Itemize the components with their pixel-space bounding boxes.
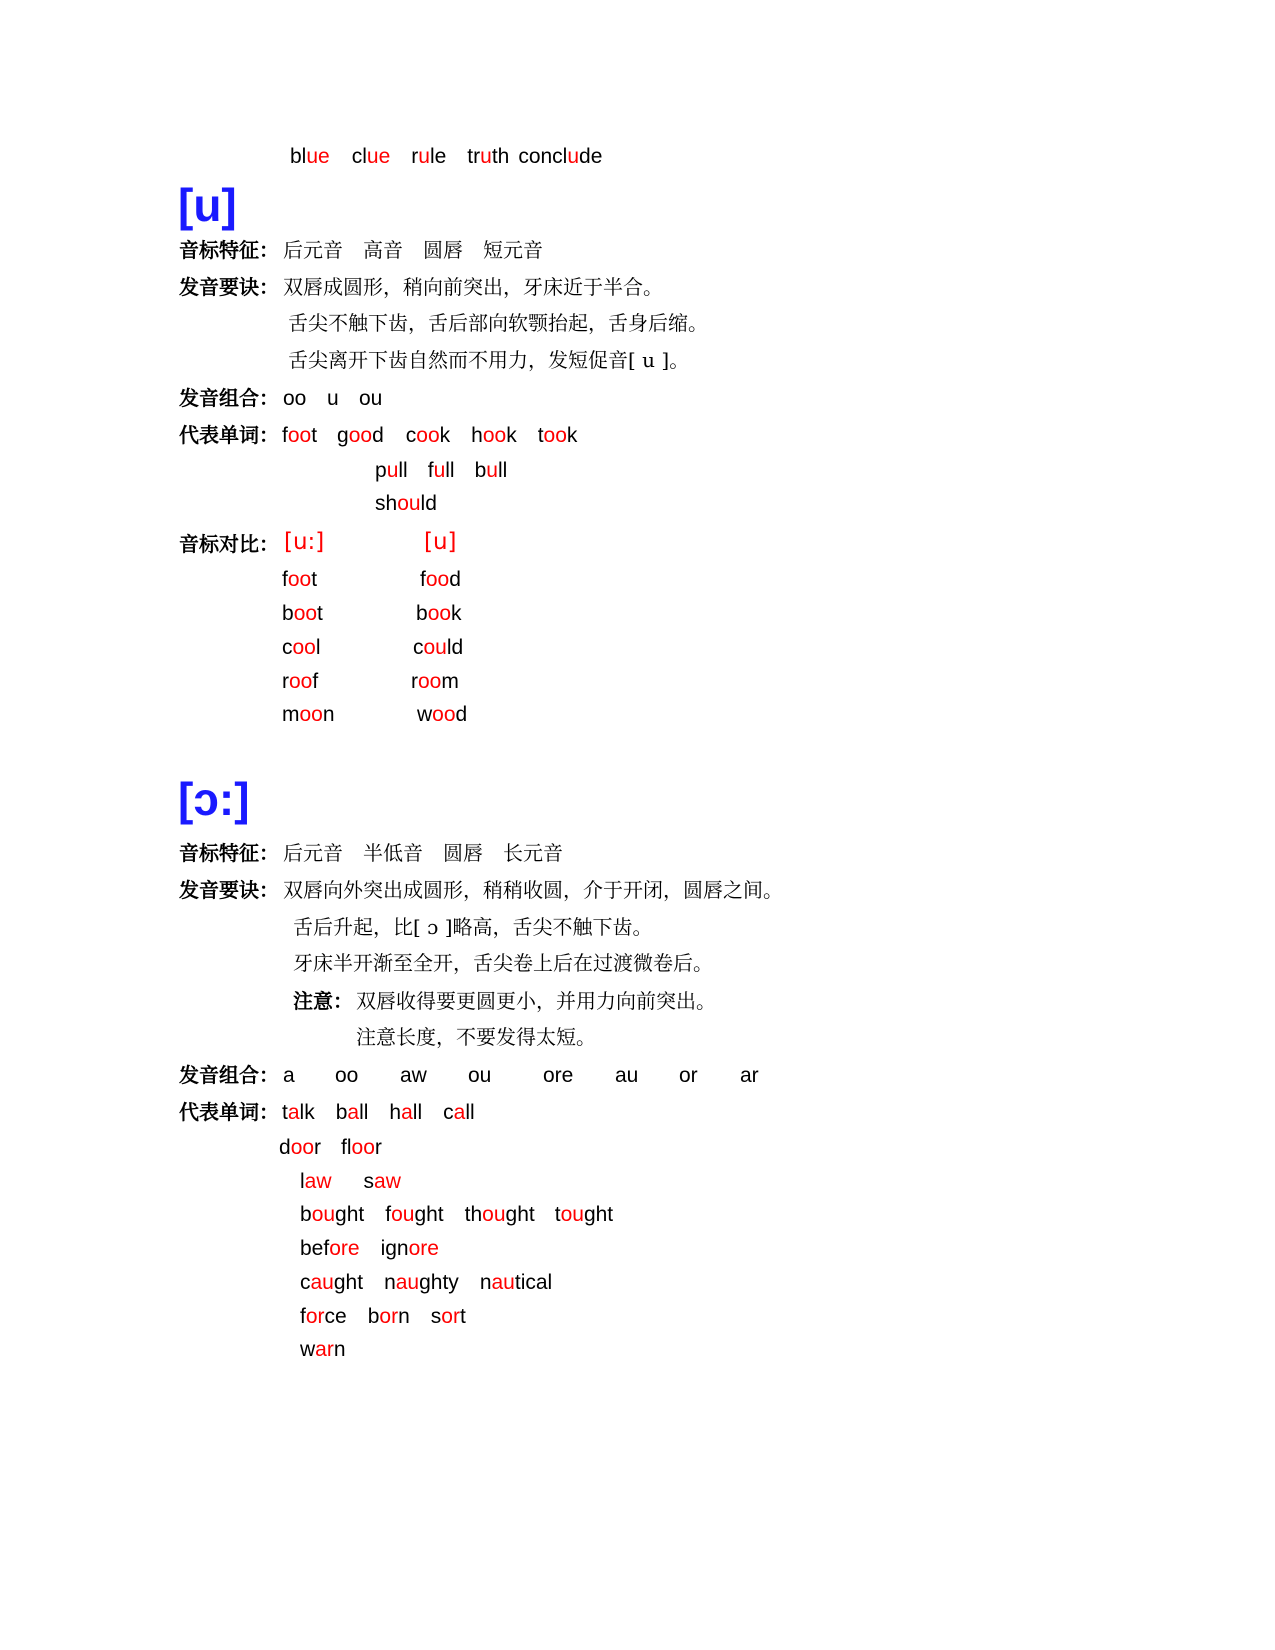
word-letters: f xyxy=(282,424,288,447)
highlighted-letters: u xyxy=(418,145,430,168)
highlighted-letters: a xyxy=(453,1101,466,1124)
words-label: 代表单词： xyxy=(179,423,279,447)
word xyxy=(282,569,317,590)
highlighted-letters: a xyxy=(287,1101,300,1124)
word xyxy=(413,637,463,658)
word-letters: t xyxy=(311,568,318,591)
highlighted-letters: u xyxy=(433,459,446,482)
word xyxy=(282,704,335,725)
word-letters: ld xyxy=(446,636,464,659)
word xyxy=(465,1204,535,1225)
highlighted-letters: aw xyxy=(304,1170,332,1193)
word-letters: w xyxy=(300,1338,316,1361)
word-letters: c xyxy=(443,1101,454,1124)
highlighted-letters: au xyxy=(491,1271,515,1294)
tip-line: 舌后升起，比[ ɔ ]略高，舌尖不触下齿。 xyxy=(293,915,653,939)
word-letters: l xyxy=(315,636,321,659)
combo-item: ou xyxy=(359,387,383,410)
word-row xyxy=(300,1306,466,1327)
word xyxy=(300,1238,360,1259)
word xyxy=(381,1238,439,1259)
compare-symbol-long: [u:] xyxy=(284,529,325,555)
tip-line: 双唇向外突出成圆形，稍稍收圆，介于开闭，圆唇之间。 xyxy=(283,878,783,902)
highlighted-letters: oo xyxy=(416,424,440,447)
word-letters: n xyxy=(384,1271,396,1294)
features-text: 后元音 半低音 圆唇 长元音 xyxy=(283,841,563,865)
highlighted-letters: oo xyxy=(543,424,567,447)
word xyxy=(406,425,450,446)
highlighted-letters: oo xyxy=(290,1136,315,1159)
word-letters: lk xyxy=(299,1101,315,1124)
word-letters: l xyxy=(300,1170,305,1193)
combo-item: aw xyxy=(400,1064,427,1087)
compare-word xyxy=(282,569,317,590)
word-letters: f xyxy=(427,459,434,482)
word-letters: k xyxy=(506,424,517,447)
highlighted-letters: a xyxy=(347,1101,360,1124)
combo-item: ou xyxy=(468,1064,492,1087)
word-letters: tr xyxy=(467,145,481,168)
word xyxy=(300,1272,363,1293)
highlighted-letters: oo xyxy=(427,602,452,625)
word xyxy=(282,1102,315,1123)
word-row xyxy=(282,425,577,446)
word-letters: f xyxy=(312,670,319,693)
highlighted-letters: oo xyxy=(292,636,316,659)
word-letters: bef xyxy=(300,1237,330,1260)
word-letters: c xyxy=(282,636,293,659)
phonetic-heading-u: [u] xyxy=(178,179,237,231)
word-letters: cl xyxy=(351,145,367,168)
highlighted-letters: oo xyxy=(418,670,442,693)
word xyxy=(282,671,318,692)
word-letters: b xyxy=(416,602,428,625)
highlighted-letters: a xyxy=(401,1101,413,1124)
combo-item: or xyxy=(679,1064,698,1087)
combo-item: ore xyxy=(543,1064,574,1087)
compare-word xyxy=(282,704,335,725)
highlighted-letters: oo xyxy=(293,602,318,625)
word-letters: p xyxy=(375,459,387,482)
highlighted-letters: ou xyxy=(311,1203,336,1226)
word-letters: n xyxy=(322,703,335,726)
word-letters: g xyxy=(337,424,349,447)
word-row xyxy=(300,1171,401,1192)
word xyxy=(518,146,602,167)
word-letters: k xyxy=(451,602,462,625)
highlighted-letters: aw xyxy=(374,1170,401,1193)
word-letters: ll xyxy=(465,1101,475,1124)
word xyxy=(467,146,509,167)
word xyxy=(300,1306,347,1327)
compare-word xyxy=(282,603,323,624)
word-letters: tical xyxy=(514,1271,553,1294)
word-letters: ght xyxy=(583,1203,614,1226)
highlighted-letters: u xyxy=(486,459,498,482)
top-word-row xyxy=(290,146,602,167)
word xyxy=(480,1272,552,1293)
word-letters: f xyxy=(385,1203,392,1226)
combo-item: oo xyxy=(335,1064,359,1087)
word-letters: b xyxy=(367,1305,380,1328)
combos-label: 发音组合： xyxy=(179,1063,279,1087)
word xyxy=(411,146,446,167)
word-letters: b xyxy=(300,1203,312,1226)
word xyxy=(416,603,462,624)
highlighted-letters: or xyxy=(379,1305,399,1328)
combo-item: au xyxy=(615,1064,639,1087)
note-line: 注意长度，不要发得太短。 xyxy=(356,1025,596,1049)
note-label: 注意： xyxy=(293,989,353,1013)
word-row xyxy=(300,1238,439,1259)
word xyxy=(375,493,437,514)
word-letters: d xyxy=(372,424,384,447)
highlighted-letters: ou xyxy=(423,636,447,659)
word xyxy=(364,1171,401,1192)
word-letters: de xyxy=(579,145,603,168)
word-letters: m xyxy=(282,703,300,726)
combo-item: ar xyxy=(740,1064,759,1087)
word xyxy=(341,1137,382,1158)
word xyxy=(417,704,467,725)
highlighted-letters: oo xyxy=(425,568,450,591)
compare-word xyxy=(282,637,321,658)
word xyxy=(443,1102,475,1123)
word-letters: s xyxy=(363,1170,375,1193)
features-text: 后元音 高音 圆唇 短元音 xyxy=(283,238,543,262)
word-letters: r xyxy=(282,670,289,693)
compare-word xyxy=(417,704,467,725)
word-letters: t xyxy=(311,424,318,447)
tip-line: 双唇成圆形，稍向前突出，牙床近于半合。 xyxy=(283,275,663,299)
compare-word xyxy=(413,637,463,658)
word-letters: ght xyxy=(505,1203,535,1226)
word xyxy=(555,1204,613,1225)
combos-label: 发音组合： xyxy=(179,386,279,410)
word-letters: w xyxy=(417,703,433,726)
word xyxy=(471,425,517,446)
word xyxy=(431,1306,466,1327)
word xyxy=(368,1306,410,1327)
word-letters: ght xyxy=(335,1203,365,1226)
word-letters: sh xyxy=(375,492,398,515)
highlighted-letters: ou xyxy=(482,1203,506,1226)
word xyxy=(384,1272,459,1293)
compare-word xyxy=(420,569,461,590)
word xyxy=(300,1204,364,1225)
word-letters: ll xyxy=(445,459,455,482)
word xyxy=(300,1171,332,1192)
word-row xyxy=(279,1137,382,1158)
word-letters: c xyxy=(413,636,424,659)
word-letters: concl xyxy=(518,145,568,168)
word-letters: r xyxy=(374,1136,382,1159)
word-letters: ll xyxy=(359,1101,369,1124)
word-letters: b xyxy=(474,459,487,482)
word-row xyxy=(282,1102,475,1123)
compare-word xyxy=(282,671,318,692)
word-letters: ll xyxy=(497,459,508,482)
word-letters: b xyxy=(335,1101,348,1124)
word-letters: r xyxy=(411,670,418,693)
word-letters: fl xyxy=(341,1136,352,1159)
word-row xyxy=(300,1339,346,1360)
highlighted-letters: oo xyxy=(287,568,312,591)
word-letters: c xyxy=(300,1271,311,1294)
words-label: 代表单词： xyxy=(179,1100,279,1124)
highlighted-letters: or xyxy=(441,1305,460,1328)
word-letters: bl xyxy=(290,145,307,168)
highlighted-letters: or xyxy=(305,1305,325,1328)
tip-line: 牙床半开渐至全开，舌尖卷上后在过渡微卷后。 xyxy=(293,951,713,975)
word xyxy=(385,1204,443,1225)
highlighted-letters: oo xyxy=(287,424,312,447)
combo-item: u xyxy=(327,387,339,410)
word-row xyxy=(300,1272,552,1293)
word-letters: ld xyxy=(420,492,437,515)
word-letters: ght xyxy=(333,1271,364,1294)
highlighted-letters: au xyxy=(310,1271,334,1294)
highlighted-letters: u xyxy=(480,145,492,168)
word-letters: d xyxy=(455,703,468,726)
word-letters: ght xyxy=(414,1203,444,1226)
word-letters: d xyxy=(449,568,461,591)
word-letters: t xyxy=(459,1305,466,1328)
highlighted-letters: ore xyxy=(329,1237,360,1260)
word-letters: th xyxy=(491,145,510,168)
word-letters: b xyxy=(282,602,294,625)
word xyxy=(300,1339,346,1360)
word-letters: t xyxy=(317,602,323,625)
highlighted-letters: u xyxy=(386,459,399,482)
word xyxy=(336,1102,369,1123)
highlighted-letters: ue xyxy=(306,145,330,168)
highlighted-letters: ar xyxy=(315,1338,334,1361)
highlighted-letters: au xyxy=(395,1271,420,1294)
word-letters: k xyxy=(566,424,578,447)
word xyxy=(420,569,461,590)
word-letters: k xyxy=(439,424,451,447)
highlighted-letters: ou xyxy=(560,1203,584,1226)
word-letters: t xyxy=(282,1101,288,1124)
features-label: 音标特征： xyxy=(179,841,279,865)
word xyxy=(375,460,408,481)
word-letters: ll xyxy=(398,459,408,482)
word xyxy=(282,603,323,624)
word-letters: f xyxy=(282,568,288,591)
word-letters: r xyxy=(314,1136,322,1159)
compare-symbol-short: [u] xyxy=(424,529,457,555)
word xyxy=(352,146,391,167)
word xyxy=(337,425,384,446)
word-letters: t xyxy=(537,424,544,447)
word-letters: n xyxy=(479,1271,492,1294)
tip-line: 舌尖不触下齿，舌后部向软颚抬起，舌身后缩。 xyxy=(288,311,708,335)
word xyxy=(282,637,321,658)
word-letters: ghty xyxy=(419,1271,459,1294)
word-letters: f xyxy=(300,1305,306,1328)
word-letters: n xyxy=(398,1305,410,1328)
word xyxy=(290,146,330,167)
highlighted-letters: ore xyxy=(408,1237,439,1260)
compare-label: 音标对比： xyxy=(179,532,279,556)
word-letters: n xyxy=(333,1338,346,1361)
word-letters: c xyxy=(405,424,417,447)
highlighted-letters: oo xyxy=(299,703,323,726)
combo-item: a xyxy=(283,1064,295,1087)
features-label: 音标特征： xyxy=(179,238,279,262)
highlighted-letters: oo xyxy=(348,424,373,447)
word-letters: r xyxy=(411,145,419,168)
word xyxy=(389,1102,422,1123)
word xyxy=(538,425,578,446)
word-letters: ign xyxy=(380,1237,409,1260)
word-letters: s xyxy=(430,1305,442,1328)
combo-item: oo xyxy=(283,387,307,410)
word-row xyxy=(375,493,437,514)
tips-label: 发音要诀： xyxy=(179,878,279,902)
compare-word xyxy=(411,671,459,692)
word xyxy=(282,425,317,446)
word-letters: f xyxy=(420,568,426,591)
word-letters: th xyxy=(464,1203,483,1226)
highlighted-letters: oo xyxy=(289,670,313,693)
word-letters: ll xyxy=(412,1101,423,1124)
highlighted-letters: ou xyxy=(391,1203,415,1226)
highlighted-letters: u xyxy=(567,145,580,168)
highlighted-letters: oo xyxy=(482,424,507,447)
word-letters: m xyxy=(441,670,459,693)
word-letters: le xyxy=(429,145,447,168)
highlighted-letters: oo xyxy=(351,1136,375,1159)
word-letters: h xyxy=(389,1101,402,1124)
word-letters: h xyxy=(471,424,483,447)
note-line: 双唇收得要更圆更小，并用力向前突出。 xyxy=(356,989,716,1013)
word-letters: ce xyxy=(324,1305,347,1328)
word-row xyxy=(375,460,507,481)
word xyxy=(411,671,459,692)
word-letters: t xyxy=(554,1203,561,1226)
tips-label: 发音要诀： xyxy=(179,275,279,299)
highlighted-letters: ou xyxy=(397,492,421,515)
word-row xyxy=(300,1204,613,1225)
highlighted-letters: ue xyxy=(366,145,391,168)
tip-line: 舌尖离开下齿自然而不用力，发短促音[ u ]。 xyxy=(288,348,690,372)
word xyxy=(428,460,455,481)
word xyxy=(279,1137,321,1158)
word xyxy=(475,460,508,481)
compare-word xyxy=(416,603,462,624)
phonetic-heading-aw: [ɔ:] xyxy=(178,773,250,825)
highlighted-letters: oo xyxy=(432,703,456,726)
word-letters: d xyxy=(279,1136,291,1159)
